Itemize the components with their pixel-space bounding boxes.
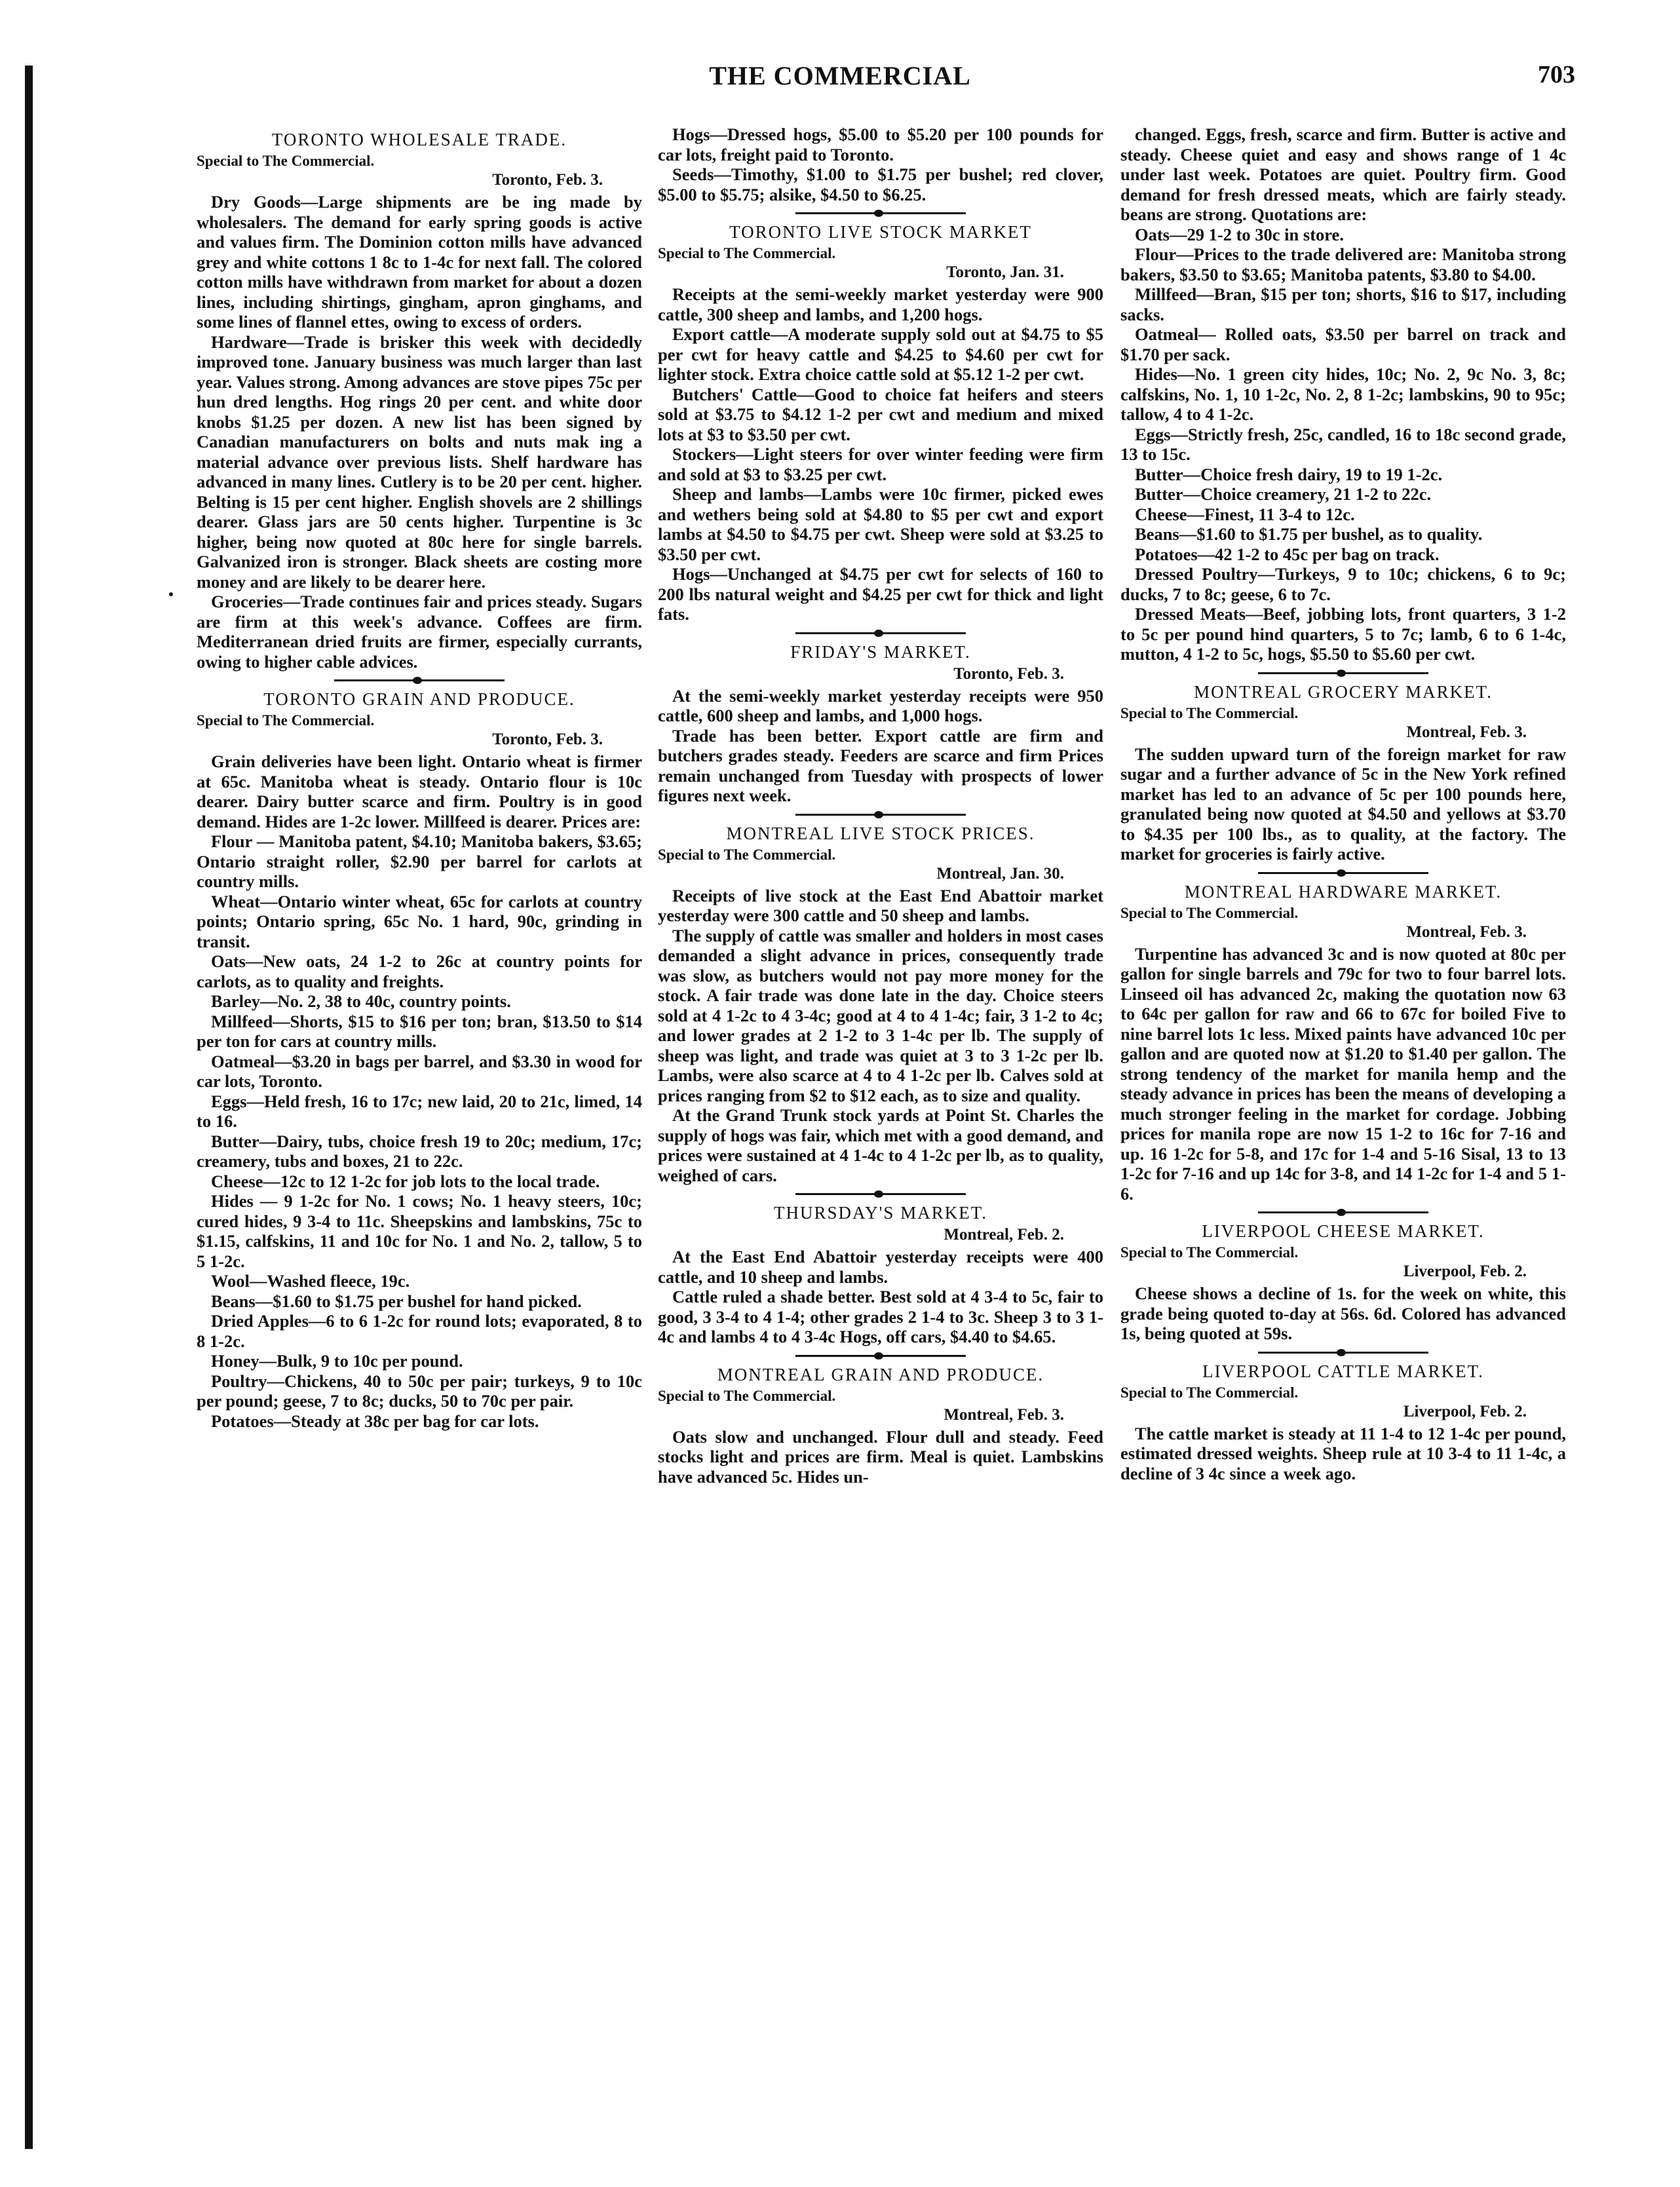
article-heading: MONTREAL GRAIN AND PRODUCE. — [717, 1364, 1044, 1384]
paragraph: Butter—Choice creamery, 21 1-2 to 22c. — [1135, 484, 1432, 504]
paragraph: Barley—No. 2, 38 to 40c, country points. — [211, 991, 511, 1011]
paragraph: Dressed Poultry—Turkeys, 9 to 10c; chickens, 6 to 9c; ducks, 7 to 8c; geese, 6 to 7c. — [1120, 564, 1566, 604]
paragraph: Cattle ruled a shade better. Best sold at 4 3-4 to 5c, fair to good, 3 3-4 to 4 1-4; other grades 2 1-4 to 3c. Sheep 3 to 3 1-4c and lambs 4 to 4 3-4c Hogs, off cars, $4.40 to $4.65. — [658, 1287, 1103, 1346]
special-line: Special to The Commercial. — [658, 245, 836, 261]
article — [658, 824, 1103, 1186]
article — [1120, 882, 1566, 1204]
article-heading: TORONTO WHOLESALE TRADE. — [271, 130, 567, 149]
article-separator — [795, 1355, 966, 1357]
paragraph: At the semi-weekly market yesterday receipts were 950 cattle, 600 sheep and lambs, and 1,000 hogs. — [658, 685, 1103, 725]
paragraph: Poultry—Chickens, 40 to 50c per pair; turkeys, 9 to 10c per pound; geese, 7 to 8c; ducks, 50 to 70c per pair. — [197, 1371, 642, 1411]
paragraph: Millfeed—Bran, $15 per ton; shorts, $16 to $17, including sacks. — [1120, 284, 1566, 324]
column-3 — [1120, 124, 1566, 2161]
paragraph: Wool—Washed fleece, 19c. — [211, 1271, 410, 1291]
paragraph: Oats slow and unchanged. Flour dull and steady. Feed stocks light and prices are firm. Meal is quiet. Lambskins have advanced 5c. Hides un- — [658, 1426, 1103, 1487]
paragraph: Eggs—Strictly fresh, 25c, candled, 16 to 18c second grade, 13 to 15c. — [1120, 424, 1566, 464]
special-line: Special to The Commercial. — [658, 846, 836, 863]
paragraph: Hides—No. 1 green city hides, 10c; No. 2, 9c No. 3, 8c; calfskins, No. 1, 10 1-2c, No. 2, 8 1-2c; lambskins, 90 to 95c; tallow, 4 to 4 1-2c. — [1120, 364, 1566, 424]
article — [658, 124, 1103, 204]
article-separator — [795, 212, 966, 214]
paragraph: Receipts of live stock at the East End Abattoir market yesterday were 300 cattle and 50 sheep and lambs. — [658, 885, 1103, 925]
dateline: Liverpool, Feb. 2. — [1403, 1402, 1527, 1420]
special-line: Special to The Commercial. — [197, 712, 375, 729]
article-heading: TORONTO LIVE STOCK MARKET — [729, 222, 1032, 242]
paragraph: The supply of cattle was smaller and holders in most cases demanded a slight advance in prices, consequently trade was slow, as butchers would not pay more money for the stock. A fair trade was done late in the day. Choice steers sold at 4 1-2c to 4 3-4c; good at 4 to 4 1-4c; fair, 3 1-2 to 4c; and lower grades at 2 1-2 to 3 1-4c per lb. The supply of sheep was light, and trade was quiet at 3 to 3 1-2c per lb. Lambs, were also scarce at 4 to 4 1-2c per lb. Calves sold at prices ranging from $2 to $12 each, as to size and quality. — [658, 925, 1103, 1105]
article-heading: MONTREAL GROCERY MARKET. — [1194, 681, 1493, 702]
paragraph: Dry Goods—Large shipments are be ing made by wholesalers. The demand for early spring goods is active and values firm. The Dominion cotton mills have advanced grey and white cottons 1 8c to 1-4c for next fall. The colored cotton mills have withdrawn from market for about a dozen lines, including shirtings, gingham, apron ginghams, and some lines of flannel ettes, owing to excess of orders. — [197, 192, 642, 332]
paragraph: Groceries—Trade continues fair and prices steady. Sugars are firm at this week's advance. Coffees are firm. Mediterranean dried fruits are firmer, especially currants, owing to higher cable advices. — [197, 592, 642, 672]
article-heading: FRIDAY'S MARKET. — [790, 641, 971, 662]
paragraph: Hogs—Dressed hogs, $5.00 to $5.20 per 100 pounds for car lots, freight paid to Toronto. — [658, 124, 1103, 164]
special-line: Special to The Commercial. — [197, 153, 375, 169]
article — [658, 1365, 1103, 1487]
column-2 — [658, 124, 1103, 2161]
article — [658, 642, 1103, 806]
article-separator — [1258, 1352, 1428, 1354]
paragraph: Eggs—Held fresh, 16 to 17c; new laid, 20 to 21c, limed, 14 to 16. — [197, 1091, 642, 1131]
article-separator — [795, 1193, 966, 1195]
article-heading: MONTREAL LIVE STOCK PRICES. — [726, 823, 1035, 843]
paragraph: The sudden upward turn of the foreign market for raw sugar and a further advance of 5c in the New York refined market has led to an advance of 5c per 100 pounds here, granulated being now quoted at $4.50 and yellows at $3.70 to $4.35 per 100 lbs., as to quality, at the factory. The market for groceries is fairly active. — [1120, 744, 1566, 864]
paragraph: Cheese—Finest, 11 3-4 to 12c. — [1135, 504, 1355, 524]
paragraph: At the East End Abattoir yesterday receipts were 400 cattle, and 10 sheep and lambs. — [658, 1247, 1103, 1287]
article-separator — [1258, 672, 1428, 674]
paragraph: Millfeed—Shorts, $15 to $16 per ton; bran, $13.50 to $14 per ton for cars at country mills. — [197, 1011, 642, 1051]
special-line: Special to The Commercial. — [1120, 1244, 1299, 1261]
paragraph: Hardware—Trade is brisker this week with decidedly improved tone. January business was much larger than last year. Values strong. Among advances are stove pipes 75c per hun dred lengths. Hog rings 20 per cent. and white door knobs $1.25 per dozen. A new list has been signed by Canadian manufacturers on bolts and nuts mak ing a material advance over previous lists. Shelf hardware has advanced in many lines. Cutlery is to be 20 per cent. higher. Belting is 15 per cent higher. English shovels are 2 shillings dearer. Glass jars are 50 cents higher. Turpentine is 3c higher, being now quoted at 80c here for single barrels. Galvanized iron is stronger. Black sheets are costing more money and are likely to be dearer here. — [197, 332, 642, 592]
paragraph: The cattle market is steady at 11 1-4 to 12 1-4c per pound, estimated dressed weights. Sheep rule at 10 3-4 to 11 1-4c, a decline of 3 4c since a week ago. — [1120, 1423, 1566, 1483]
page-number: 703 — [1538, 61, 1575, 88]
paragraph: changed. Eggs, fresh, scarce and firm. Butter is active and steady. Cheese quiet and easy and shows range of 1 4c under last week. Potatoes are quiet. Poultry firm. Good demand for fresh dressed meats, which are fairly steady. beans are strong. Quotations are: — [1120, 124, 1566, 224]
dateline: Montreal, Feb. 3. — [1406, 723, 1527, 741]
paragraph: Oatmeal—$3.20 in bags per barrel, and $3.30 in wood for car lots, Toronto. — [197, 1051, 642, 1091]
article-heading: MONTREAL HARDWARE MARKET. — [1184, 881, 1502, 902]
article-heading: THURSDAY'S MARKET. — [774, 1203, 987, 1223]
column-1 — [197, 124, 642, 2161]
paragraph: Trade has been better. Export cattle are firm and butchers grades steady. Feeders are scarce and firm Prices remain unchanged from Tuesday with prospects of lower figures next week. — [658, 725, 1103, 805]
article — [197, 130, 642, 672]
page-header — [39, 60, 1641, 106]
article — [1120, 682, 1566, 864]
dateline: Toronto, Feb. 3. — [492, 171, 603, 189]
dateline: Montreal, Jan. 30. — [936, 864, 1064, 883]
paragraph: Oats—New oats, 24 1-2 to 26c at country points for carlots, as to quality and freights. — [197, 951, 642, 991]
paragraph: Export cattle—A moderate supply sold out at $4.75 to $5 per cwt for heavy cattle and $4.25 to $4.60 per cwt for lighter stock. Extra choice cattle sold at $5.12 1-2 per cwt. — [658, 324, 1103, 384]
publication-title: THE COMMERCIAL — [709, 61, 971, 90]
dateline: Montreal, Feb. 2. — [944, 1226, 1064, 1244]
paragraph: Hogs—Unchanged at $4.75 per cwt for selects of 160 to 200 lbs natural weight and $4.25 per cwt for thick and light fats. — [658, 564, 1103, 624]
article-heading: LIVERPOOL CATTLE MARKET. — [1202, 1361, 1484, 1381]
article — [1120, 1361, 1566, 1484]
paragraph: Cheese shows a decline of 1s. for the week on white, this grade being quoted to-day at 56s. 6d. Colored has advanced 1s, being quoted at 59s. — [1120, 1284, 1566, 1343]
article-heading: LIVERPOOL CHEESE MARKET. — [1202, 1221, 1485, 1241]
article-separator — [1258, 872, 1428, 874]
dateline: Toronto, Jan. 31. — [946, 263, 1064, 281]
article-separator — [795, 632, 966, 634]
paragraph: Sheep and lambs—Lambs were 10c firmer, picked ewes and wethers being sold at $4.80 to $5 per cwt and export lambs at $4.50 to $4.75 per cwt. Sheep were sold at $3.25 to $3.50 per cwt. — [658, 484, 1103, 564]
paragraph: Stockers—Light steers for over winter feeding were firm and sold at $3 to $3.25 per cwt. — [658, 444, 1103, 484]
paragraph: Butchers' Cattle—Good to choice fat heifers and steers sold at $3.75 to $4.12 1-2 per cwt and medium and mixed lots at $3 to $3.50 per cwt. — [658, 384, 1103, 444]
paragraph: Turpentine has advanced 3c and is now quoted at 80c per gallon for single barrels and 79c for two to four barrel lots. Linseed oil has advanced 2c, making the quotation now 63 to 64c per gallon for raw and 66 to 67c for boiled Five to nine barrel lots 1c less. Mixed paints have advanced 10c per gallon and are quoted now at $1.20 to $1.40 per gallon. The strong tendency of the market for manila hemp and the steady advance in prices has been the means of developing a much stronger feeling in the market for cordage. Jobbing prices for manila rope are now 15 1-2 to 16c for 7-16 and up. 16 1-2c for 5-8, and 17c for 1-4 and 5-16 Sisal, 13 to 13 1-2c for 7-16 and up 14c for 3-8, and 14 1-2c for 1-4 and 5 1-6. — [1120, 943, 1566, 1204]
paragraph: Dressed Meats—Beef, jobbing lots, front quarters, 3 1-2 to 5c per pound hind quarters, 5 to 7c; lamb, 6 to 6 1-4c, mutton, 4 1-2 to 5c, hogs, $5.50 to $5.60 per cwt. — [1120, 604, 1566, 664]
paragraph: Seeds—Timothy, $1.00 to $1.75 per bushel; red clover, $5.00 to $5.75; alsike, $4.50 to $6.25. — [658, 164, 1103, 204]
special-line: Special to The Commercial. — [1120, 904, 1299, 921]
paragraph: Butter—Dairy, tubs, choice fresh 19 to 20c; medium, 17c; creamery, tubs and boxes, 21 to 22c. — [197, 1131, 642, 1171]
paragraph: Hides — 9 1-2c for No. 1 cows; No. 1 heavy steers, 10c; cured hides, 9 3-4 to 11c. Sheepskins and lambskins, 75c to $1.15, calfskins, 11 and 10c for No. 1 and No. 2, tallow, 5 to 5 1-2c. — [197, 1191, 642, 1271]
article-separator — [795, 814, 966, 816]
special-line: Special to The Commercial. — [1120, 1384, 1299, 1401]
paragraph: Grain deliveries have been light. Ontario wheat is firmer at 65c. Manitoba wheat is steady. Ontario flour is 10c dearer. Dairy butter scarce and firm. Poultry is in good demand. Hides are 1-2c lower. Millfeed is dearer. Prices are: — [197, 751, 642, 831]
dateline: Montreal, Feb. 3. — [1406, 922, 1527, 941]
dateline: Liverpool, Feb. 2. — [1403, 1263, 1527, 1280]
article-separator — [334, 679, 505, 681]
paragraph: Potatoes—Steady at 38c per bag for car lots. — [211, 1411, 539, 1431]
paragraph: Potatoes—42 1-2 to 45c per bag on track. — [1135, 544, 1440, 564]
paragraph: Flour—Prices to the trade delivered are: Manitoba strong bakers, $3.50 to $3.65; Manitoba patents, $3.80 to $4.00. — [1120, 244, 1566, 284]
special-line: Special to The Commercial. — [658, 1387, 836, 1404]
paragraph: At the Grand Trunk stock yards at Point St. Charles the supply of hogs was fair, which met with a good demand, and prices were sustained at 4 1-4c to 4 1-2c per lb, as to quality, weighed of cars. — [658, 1105, 1103, 1185]
paragraph: Flour — Manitoba patent, $4.10; Manitoba bakers, $3.65; Ontario straight roller, $2.90 per barrel for carlots at country mills. — [197, 831, 642, 891]
dateline: Toronto, Feb. 3. — [492, 731, 603, 748]
dateline: Montreal, Feb. 3. — [944, 1405, 1064, 1424]
article-heading: TORONTO GRAIN AND PRODUCE. — [263, 689, 575, 709]
article — [658, 1203, 1103, 1347]
dateline: Toronto, Feb. 3. — [953, 664, 1064, 683]
paragraph: Receipts at the semi-weekly market yesterday were 900 cattle, 300 sheep and lambs, and 1,200 hogs. — [658, 284, 1103, 324]
left-margin-rule — [25, 66, 33, 2149]
article — [658, 222, 1103, 624]
paragraph: Dried Apples—6 to 6 1-2c for round lots; evaporated, 8 to 8 1-2c. — [197, 1311, 642, 1351]
paragraph: Wheat—Ontario winter wheat, 65c for carlots at country points; Ontario spring, 65c No. 1 hard, 90c, grinding in transit. — [197, 891, 642, 951]
paragraph: Beans—$1.60 to $1.75 per bushel for hand picked. — [211, 1291, 582, 1311]
paragraph: Beans—$1.60 to $1.75 per bushel, as to quality. — [1135, 524, 1483, 544]
paragraph: Honey—Bulk, 9 to 10c per pound. — [211, 1351, 463, 1371]
margin-speck — [169, 592, 173, 596]
paragraph: Butter—Choice fresh dairy, 19 to 19 1-2c. — [1135, 464, 1443, 484]
article-separator — [1258, 1211, 1428, 1213]
paragraph: Oatmeal— Rolled oats, $3.50 per barrel on track and $1.70 per sack. — [1120, 324, 1566, 364]
paragraph: Cheese—12c to 12 1-2c for job lots to the local trade. — [211, 1171, 600, 1191]
article — [197, 689, 642, 1431]
paragraph: Oats—29 1-2 to 30c in store. — [1135, 224, 1344, 244]
special-line: Special to The Commercial. — [1120, 704, 1299, 721]
article — [1120, 1221, 1566, 1344]
article — [1120, 124, 1566, 664]
